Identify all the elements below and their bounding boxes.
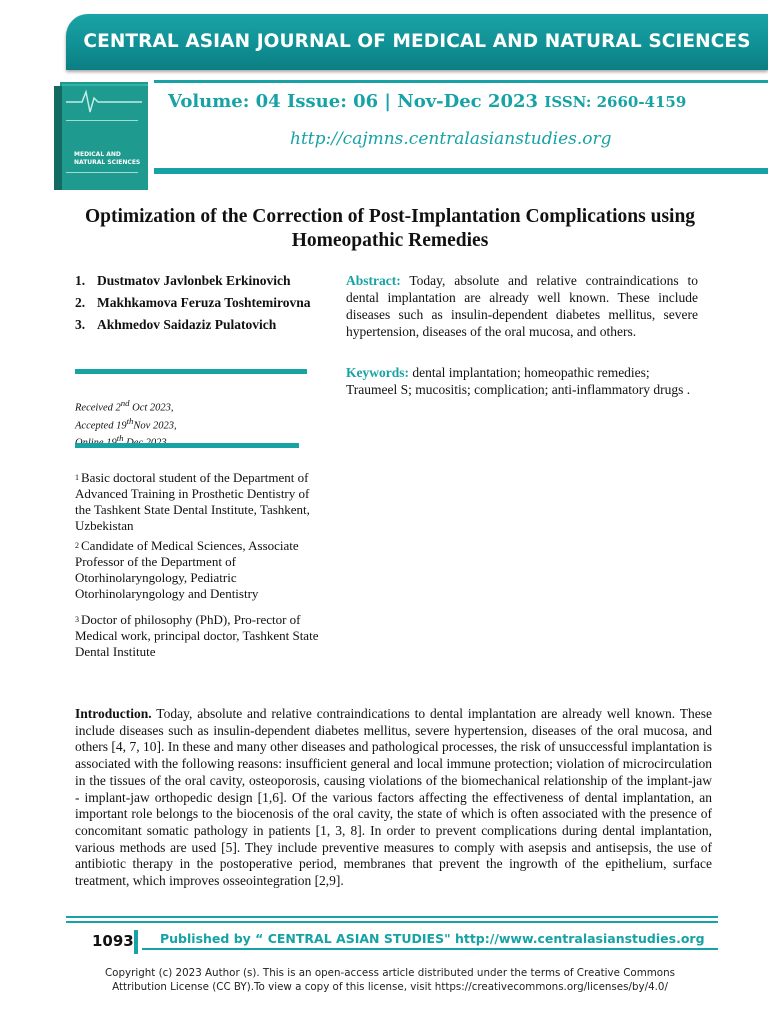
cover-title-line1: MEDICAL AND <box>74 151 121 158</box>
received-date: Received 2nd Oct 2023, <box>75 398 174 414</box>
publication-dates <box>75 397 177 450</box>
divider <box>75 369 307 374</box>
online-date: th <box>116 433 124 443</box>
issn: ISSN: 2660-4159 <box>544 93 687 111</box>
journal-url[interactable]: http://cajmns.centralasianstudies.org <box>290 129 612 149</box>
footer-rule <box>66 921 718 923</box>
keywords-label: Keywords: <box>346 365 409 380</box>
introduction-text: Today, absolute and relative contraindications to dental implantation are already well known. These include diseases such as insulin-dependent diabetes mellitus, severe hypertension, diseases of the oral mucosa, and others [4, 7, 10]. In these and many other diseases and pathological processes, the risk of unsuccessful implantation is associated with the following reasons: insufficient general and local immune protection; violation of microcirculation in the tissues of the oral cavity, osteoporosis, causing violations of the biomechanical relationship of the implant-jaw - implant-jaw orthopedic design [1,6]. Of the various factors affecting the effectiveness of dental implantation, an important role belongs to the biocenosis of the oral cavity, the state of which is often associated with the presence of concomitant somatic pathology in patients [1, 3, 8]. In order to prevent complications during dental implantation, various methods are used [5]. They include preventive measures to comply with asepsis and antisepsis, the use of antibiotic therapy in the postoperative period, membranes that prevent the ingrowth of the epithelium, surface treatment, which improves osseointegration [2,9]. <box>75 706 712 889</box>
abstract-label: Abstract: <box>346 273 401 288</box>
paper-title: Optimization of the Correction of Post-Implantation Complications using Homeopathic Remedies <box>84 206 696 251</box>
journal-banner <box>66 14 768 70</box>
author-name: Akhmedov Saidaziz Pulatovich <box>97 317 277 332</box>
author-name: Makhkamova Feruza Toshtemirovna <box>97 295 311 310</box>
author-item: 1. Dustmatov Javlonbek Erkinovich <box>75 273 291 288</box>
introduction-paragraph <box>75 706 712 890</box>
introduction-label: Introduction. <box>75 706 152 721</box>
footer-rule <box>66 916 718 918</box>
volume-issue: Volume: 04 Issue: 06 | Nov-Dec 2023 <box>168 91 539 112</box>
keywords <box>346 364 698 398</box>
keywords-text: dental implantation; homeopathic remedies; Traumeel S; mucositis; complication; anti-inflammatory drugs . <box>346 365 691 397</box>
author-list <box>75 272 325 338</box>
volume-issue-line <box>168 91 686 112</box>
page-number: 1093 <box>92 932 134 950</box>
journal-cover-image <box>52 80 150 192</box>
affiliation-2: $^2$ Candidate of Medical Sciences, Associate Professor of the Department of Otorhinolaryngology, Pediatric Otorhinolaryngology and Dentistry <box>75 538 299 601</box>
publisher-underline <box>142 948 718 950</box>
journal-name: CENTRAL ASIAN JOURNAL OF MEDICAL AND NATURAL SCIENCES <box>83 31 751 52</box>
author-item: 2. Makhkamova Feruza Toshtemirovna <box>75 295 311 310</box>
affiliation-1: $^1$ Basic doctoral student of the Department of Advanced Training in Prosthetic Dentistry of the Tashkent State Dental Institute, Tashkent, Uzbekistan <box>75 470 310 533</box>
author-name: Dustmatov Javlonbek Erkinovich <box>97 273 291 288</box>
abstract-text: Today, absolute and relative contraindications to dental implantation are already well known. These include diseases such as insulin-dependent diabetes mellitus, severe hypertension, diseases of the oral mucosa, and others. <box>346 273 698 339</box>
affiliation-3: $^3$ Doctor of philosophy (PhD), Pro-rector of Medical work, principal doctor, Tashkent State Dental Institute <box>75 612 319 659</box>
header-rule-bottom <box>154 168 768 174</box>
copyright-notice: Copyright (c) 2023 Author (s). This is an open-access article distributed under the terms of Creative Commons Attribution License (CC BY).To view a copy of this license, visit https://creativecommons.org/licenses/by/4.0/ <box>104 967 675 993</box>
publisher-line[interactable]: Published by “ CENTRAL ASIAN STUDIES" http://www.centralasianstudies.org <box>160 931 705 946</box>
cover-title-line2: NATURAL SCIENCES <box>74 159 141 166</box>
header-rule-top <box>154 80 768 83</box>
divider <box>75 443 299 448</box>
abstract <box>346 272 698 340</box>
page-number-divider <box>134 930 138 954</box>
author-item: 3. Akhmedov Saidaziz Pulatovich <box>75 317 277 332</box>
accepted-date: Accepted 19thNov 2023, <box>75 415 177 431</box>
